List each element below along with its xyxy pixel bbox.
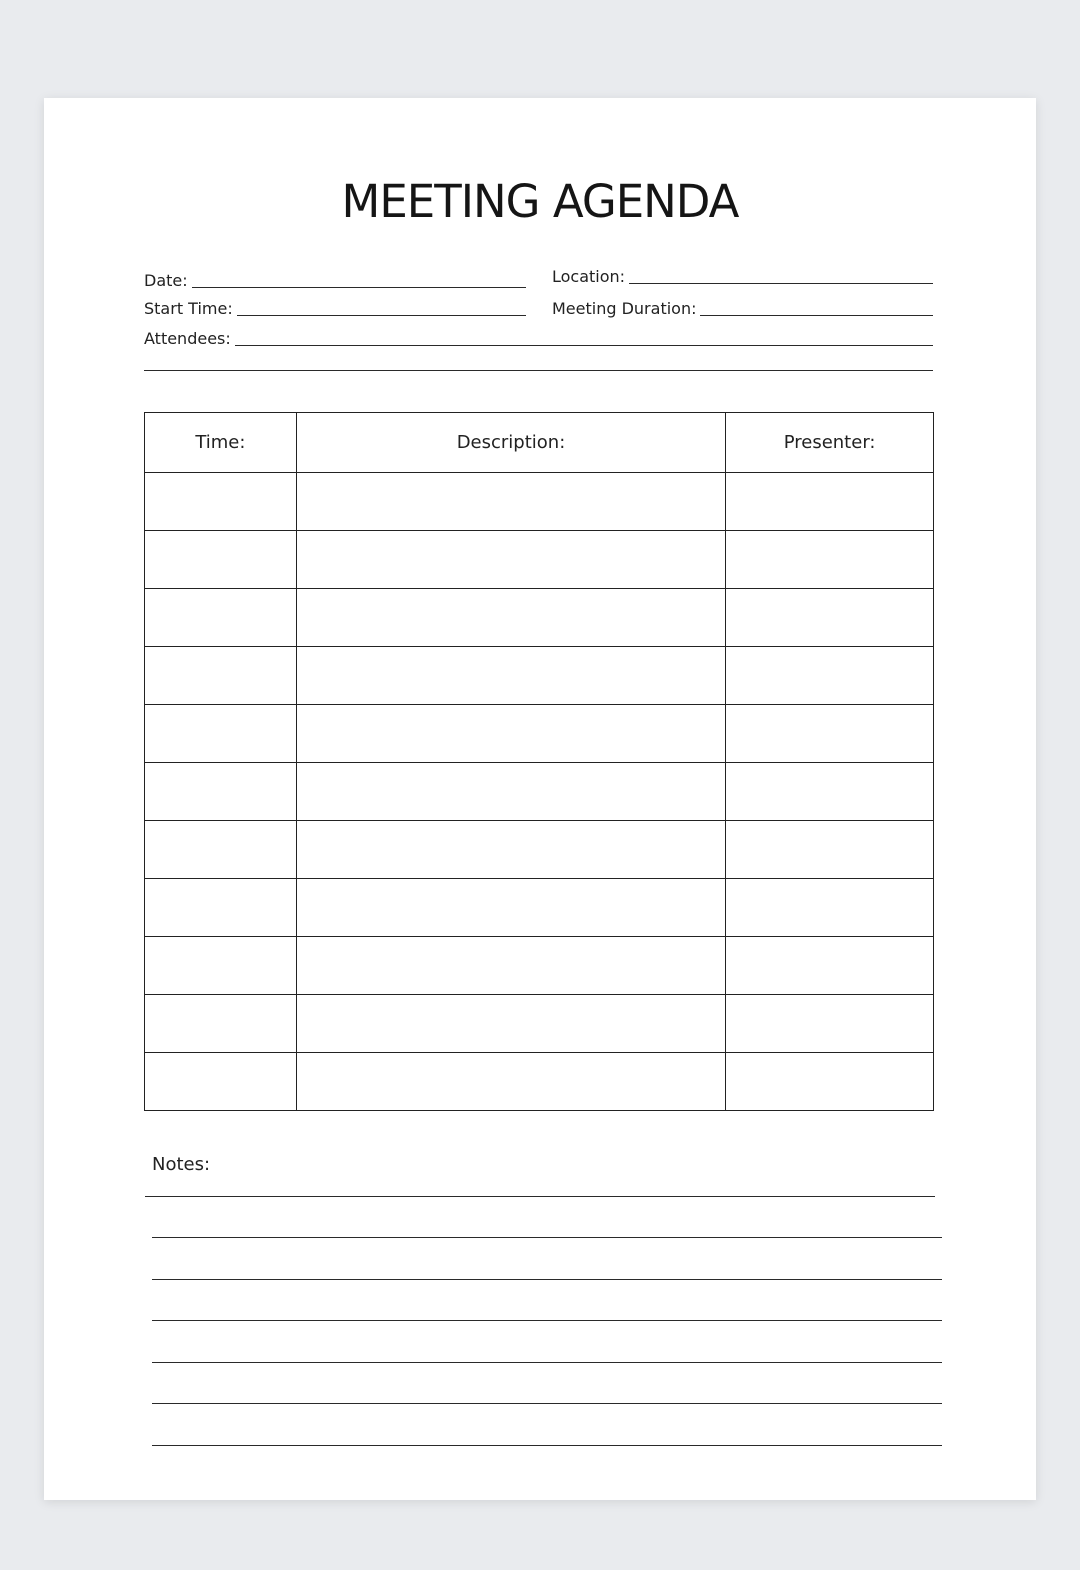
start-time-field[interactable] [144,294,526,318]
description-cell[interactable] [296,763,725,821]
presenter-cell[interactable] [726,705,934,763]
table-row [145,473,934,531]
table-row [145,937,934,995]
time-cell[interactable] [145,589,297,647]
time-cell[interactable] [145,879,297,937]
time-cell[interactable] [145,937,297,995]
presenter-cell[interactable] [726,937,934,995]
notes-line[interactable] [152,1279,942,1280]
description-cell[interactable] [296,647,725,705]
notes-line[interactable] [152,1237,942,1238]
table-row [145,1053,934,1111]
notes-line[interactable] [152,1320,942,1321]
agenda-table [144,412,934,1111]
table-row [145,995,934,1053]
description-cell[interactable] [296,821,725,879]
date-label: Date: [144,271,188,290]
presenter-cell[interactable] [726,821,934,879]
meeting-duration-field[interactable] [552,294,933,318]
time-cell[interactable] [145,473,297,531]
presenter-cell[interactable] [726,763,934,821]
time-cell[interactable] [145,705,297,763]
meeting-duration-line[interactable] [700,315,933,316]
presenter-cell[interactable] [726,589,934,647]
attendees-field[interactable] [144,324,933,348]
time-cell[interactable] [145,531,297,589]
presenter-cell[interactable] [726,879,934,937]
time-column-header: Time: [145,413,297,473]
agenda-table-body [145,473,934,1111]
time-cell[interactable] [145,1053,297,1111]
presenter-cell[interactable] [726,647,934,705]
notes-line[interactable] [152,1403,942,1404]
description-cell[interactable] [296,705,725,763]
notes-line[interactable] [145,1196,935,1197]
attendees-label: Attendees: [144,329,231,348]
time-cell[interactable] [145,821,297,879]
description-cell[interactable] [296,995,725,1053]
table-row [145,879,934,937]
table-row [145,763,934,821]
agenda-sheet [44,98,1036,1500]
table-row [145,589,934,647]
description-cell[interactable] [296,879,725,937]
meeting-duration-label: Meeting Duration: [552,299,697,318]
description-cell[interactable] [296,473,725,531]
attendees-line[interactable] [235,345,933,346]
time-cell[interactable] [145,995,297,1053]
table-row [145,531,934,589]
location-field[interactable] [552,262,933,286]
notes-line[interactable] [152,1445,942,1446]
table-row [145,705,934,763]
start-time-label: Start Time: [144,299,233,318]
time-cell[interactable] [145,763,297,821]
table-header-row [145,413,934,473]
notes-line[interactable] [152,1362,942,1363]
start-time-line[interactable] [237,315,526,316]
description-column-header: Description: [296,413,725,473]
table-row [145,647,934,705]
location-line[interactable] [629,283,933,284]
page-title: MEETING AGENDA [341,175,739,228]
description-cell[interactable] [296,1053,725,1111]
table-row [145,821,934,879]
presenter-column-header: Presenter: [726,413,934,473]
attendees-line-2[interactable] [144,370,933,371]
description-cell[interactable] [296,937,725,995]
description-cell[interactable] [296,531,725,589]
date-line[interactable] [192,287,526,288]
time-cell[interactable] [145,647,297,705]
presenter-cell[interactable] [726,531,934,589]
description-cell[interactable] [296,589,725,647]
presenter-cell[interactable] [726,1053,934,1111]
location-label: Location: [552,267,626,286]
notes-label: Notes: [152,1154,211,1175]
presenter-cell[interactable] [726,995,934,1053]
presenter-cell[interactable] [726,473,934,531]
date-field[interactable] [144,266,526,290]
